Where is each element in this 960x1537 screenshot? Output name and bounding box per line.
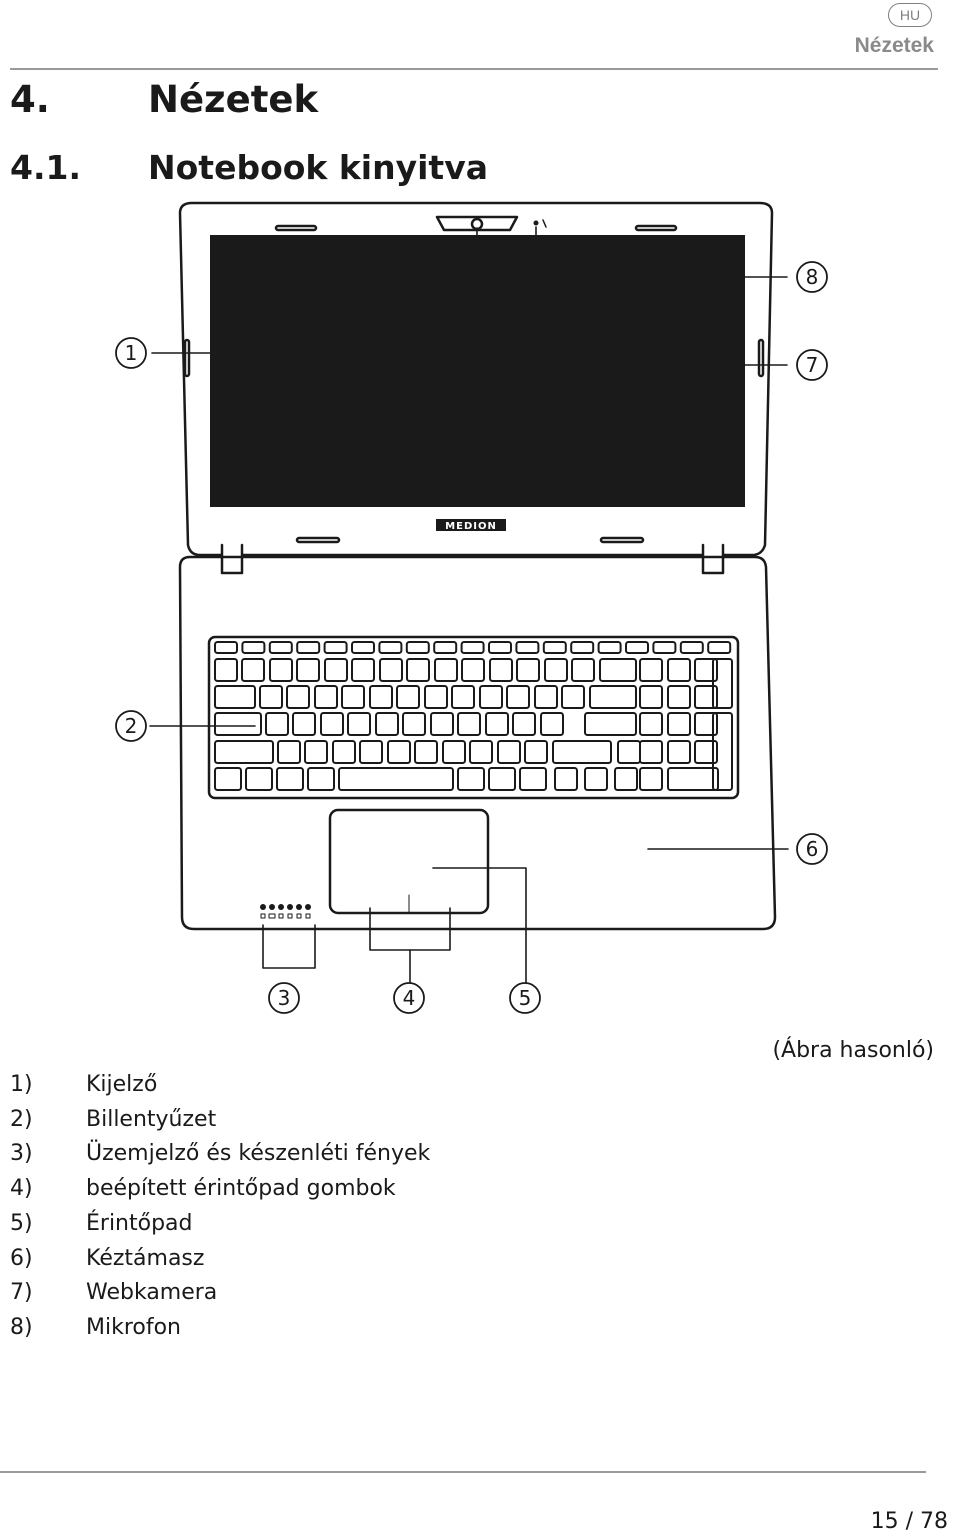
- keyboard-key: [713, 713, 732, 790]
- subheading-title: Notebook kinyitva: [148, 148, 488, 187]
- running-header-title: Nézetek: [854, 34, 934, 57]
- keyboard-key: [215, 741, 273, 763]
- footer-divider: [0, 1471, 926, 1473]
- keyboard-key: [342, 686, 364, 708]
- keyboard-key: [480, 686, 502, 708]
- legend-item: [10, 1276, 430, 1311]
- keyboard-key: [360, 741, 382, 763]
- keyboard-key: [266, 713, 288, 735]
- keyboard-key: [520, 768, 546, 790]
- legend-number: 5): [10, 1210, 33, 1236]
- keyboard-key: [640, 713, 662, 735]
- keyboard-key: [325, 659, 347, 681]
- keyboard-key: [585, 713, 636, 735]
- hinge-left: [222, 545, 242, 573]
- legend-number: 2): [10, 1106, 33, 1132]
- keyboard-key: [600, 659, 636, 681]
- keyboard-key: [571, 642, 593, 653]
- keyboard-key: [305, 741, 327, 763]
- keyboard-key: [325, 642, 347, 653]
- keyboard-key: [470, 741, 492, 763]
- keyboard-key: [242, 642, 264, 653]
- keyboard-key: [348, 713, 370, 735]
- keyboard-key: [572, 659, 594, 681]
- keyboard-key: [640, 659, 662, 681]
- keyboard-key: [397, 686, 419, 708]
- keyboard-key: [507, 686, 529, 708]
- keyboard-key: [370, 686, 392, 708]
- keyboard-key: [640, 741, 662, 763]
- keyboard-key: [452, 686, 474, 708]
- keyboard-key: [215, 659, 237, 681]
- callout-number: 6: [805, 837, 819, 861]
- keyboard-key: [379, 642, 401, 653]
- callout-number: 1: [124, 341, 138, 365]
- legend-item: [10, 1172, 430, 1207]
- language-badge: HU: [888, 3, 932, 27]
- keyboard-key: [297, 659, 319, 681]
- keyboard-key: [615, 768, 637, 790]
- legend-number: 4): [10, 1176, 33, 1202]
- keyboard-key: [403, 713, 425, 735]
- legend-label: Webkamera: [86, 1280, 218, 1306]
- keyboard-key: [708, 642, 730, 653]
- keyboard-key: [590, 686, 636, 708]
- legend-label: Kéztámasz: [86, 1245, 205, 1271]
- figure-caption: (Ábra hasonló): [772, 1038, 934, 1063]
- lid-side-slot: [759, 340, 763, 376]
- hinge-right: [703, 545, 723, 573]
- keyboard-key: [489, 768, 515, 790]
- keyboard-key: [431, 713, 453, 735]
- keyboard-key: [535, 686, 557, 708]
- keyboard-key: [308, 768, 334, 790]
- keyboard-key: [434, 642, 456, 653]
- keyboard-key: [321, 713, 343, 735]
- legend-label: Billentyűzet: [86, 1106, 217, 1132]
- keyboard-key: [668, 659, 690, 681]
- keyboard-key: [287, 686, 309, 708]
- keyboard-key: [215, 686, 255, 708]
- lid-bumper: [276, 226, 316, 230]
- keyboard-key: [668, 741, 690, 763]
- callout-number: 8: [805, 265, 819, 289]
- keyboard-key: [293, 713, 315, 735]
- keyboard-key: [513, 713, 535, 735]
- keyboard-key: [626, 642, 648, 653]
- keyboard-key: [618, 741, 640, 763]
- keyboard-key: [498, 741, 520, 763]
- keyboard-key: [490, 659, 512, 681]
- keyboard-key: [443, 741, 465, 763]
- callout-number: 4: [402, 986, 416, 1010]
- keyboard-key: [545, 659, 567, 681]
- keyboard-key: [668, 686, 690, 708]
- status-leds: [260, 904, 311, 918]
- keyboard-key: [562, 686, 584, 708]
- keyboard-key: [668, 713, 690, 735]
- keyboard-key: [516, 642, 538, 653]
- keyboard-key: [541, 713, 563, 735]
- subheading-number: 4.1.: [10, 148, 81, 187]
- legend-list: [10, 1068, 430, 1346]
- keyboard-key: [489, 642, 511, 653]
- keyboard-key: [215, 713, 261, 735]
- keyboard-key: [380, 659, 402, 681]
- keyboard-key: [352, 659, 374, 681]
- keyboard-key: [458, 768, 484, 790]
- keyboard-key: [553, 741, 611, 763]
- brand-logo: MEDION: [445, 521, 497, 532]
- keyboard-key: [462, 659, 484, 681]
- keyboard-key: [653, 642, 675, 653]
- legend-number: 3): [10, 1141, 33, 1167]
- lid-bumper: [297, 538, 339, 542]
- keyboard-key: [462, 642, 484, 653]
- keyboard-key: [333, 741, 355, 763]
- legend-item: [10, 1207, 430, 1242]
- heading-number: 4.: [10, 78, 50, 121]
- keyboard-key: [315, 686, 337, 708]
- keyboard-key: [339, 768, 453, 790]
- keyboard-key: [544, 642, 566, 653]
- keyboard-key: [713, 659, 732, 708]
- keyboard-key: [376, 713, 398, 735]
- legend-number: 6): [10, 1245, 33, 1271]
- callout-number: 7: [805, 353, 819, 377]
- keyboard-key: [640, 686, 662, 708]
- keyboard-key: [458, 713, 480, 735]
- legend-number: 7): [10, 1280, 33, 1306]
- keyboard-key: [407, 659, 429, 681]
- keyboard-key: [555, 768, 577, 790]
- keyboard-key: [215, 642, 237, 653]
- legend-label: Kijelző: [86, 1072, 158, 1097]
- legend-number: 8): [10, 1314, 33, 1340]
- keyboard-key: [681, 642, 703, 653]
- lid-side-slot: [185, 340, 189, 376]
- keyboard-key: [352, 642, 374, 653]
- keyboard-key: [425, 686, 447, 708]
- lid-bumper: [601, 538, 643, 542]
- keyboard-key: [297, 642, 319, 653]
- keyboard-key: [215, 768, 241, 790]
- keyboard-key: [517, 659, 539, 681]
- legend-item: [10, 1103, 430, 1138]
- keyboard-key: [270, 642, 292, 653]
- notebook-figure: [0, 195, 960, 1025]
- legend-item: [10, 1242, 430, 1277]
- keyboard-key: [435, 659, 457, 681]
- legend-label: Mikrofon: [86, 1314, 182, 1340]
- heading-title: Nézetek: [148, 78, 319, 121]
- callout-number: 3: [277, 986, 291, 1010]
- microphone-dot: [534, 221, 539, 226]
- lid-bumper: [636, 226, 676, 230]
- legend-label: Érintőpad: [86, 1210, 193, 1236]
- legend-item: [10, 1068, 430, 1103]
- base-outline: [180, 557, 775, 929]
- keyboard-key: [407, 642, 429, 653]
- keyboard-key: [415, 741, 437, 763]
- keyboard-key: [599, 642, 621, 653]
- keyboard-key: [388, 741, 410, 763]
- legend-label: Üzemjelző és készenléti fények: [86, 1141, 431, 1167]
- legend-label: beépített érintőpad gombok: [86, 1176, 396, 1202]
- keyboard-key: [525, 741, 547, 763]
- keyboard-key: [270, 659, 292, 681]
- keyboard-key: [277, 768, 303, 790]
- legend-number: 1): [10, 1072, 33, 1097]
- keyboard-key: [278, 741, 300, 763]
- keyboard-key: [246, 768, 272, 790]
- keyboard-key: [668, 768, 718, 790]
- keyboard-key: [640, 768, 662, 790]
- legend-item: [10, 1137, 430, 1172]
- page-number: 15 / 78: [870, 1509, 948, 1534]
- header-divider: [10, 68, 938, 70]
- keyboard-key: [585, 768, 607, 790]
- callout-number: 2: [124, 714, 138, 738]
- callout-number: 5: [518, 986, 532, 1010]
- keyboard-key: [486, 713, 508, 735]
- keyboard-key: [242, 659, 264, 681]
- keyboard-key: [260, 686, 282, 708]
- keyboard-keys: [215, 642, 732, 790]
- legend-item: [10, 1311, 430, 1346]
